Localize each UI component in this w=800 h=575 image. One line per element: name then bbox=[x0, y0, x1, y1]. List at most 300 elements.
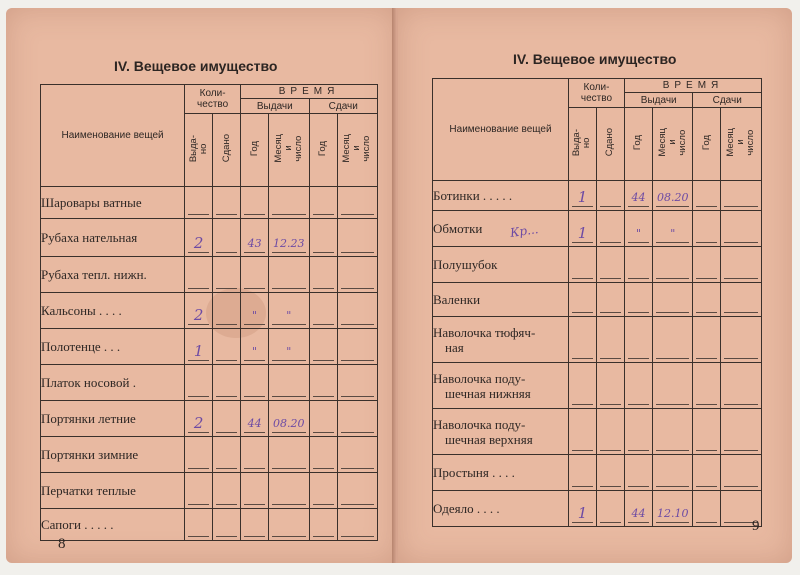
cell-underline bbox=[272, 432, 305, 433]
column-header-name: Наименование вещей bbox=[41, 85, 185, 187]
cell-underline bbox=[244, 324, 265, 325]
cell-empty bbox=[337, 365, 378, 401]
cell-qty-issued bbox=[568, 181, 596, 211]
item-name bbox=[41, 473, 185, 509]
cell-underline bbox=[216, 214, 237, 215]
cell-empty bbox=[596, 247, 624, 283]
item-name-line: Перчатки теплые bbox=[41, 483, 136, 498]
cell-empty bbox=[309, 473, 337, 509]
cell-underline bbox=[572, 242, 593, 243]
cell-underline bbox=[600, 312, 621, 313]
cell-underline bbox=[696, 404, 717, 405]
table-row bbox=[41, 401, 378, 437]
column-header-month-day: Месяц и число bbox=[653, 108, 693, 181]
table-row bbox=[41, 293, 378, 329]
cell-underline bbox=[244, 396, 265, 397]
item-name bbox=[433, 317, 569, 363]
column-header-quantity: Коли- чество bbox=[568, 79, 624, 108]
item-name-line: Обмотки bbox=[433, 221, 483, 236]
cell-month-day bbox=[269, 401, 309, 437]
cell-underline bbox=[188, 324, 209, 325]
cell-underline bbox=[696, 278, 717, 279]
cell-underline bbox=[188, 536, 209, 537]
handwritten-year: " bbox=[635, 227, 642, 240]
cell-underline bbox=[313, 324, 334, 325]
column-header-issued: Выдачи bbox=[241, 99, 309, 114]
left-page bbox=[6, 8, 396, 563]
cell-underline bbox=[341, 468, 375, 469]
cell-month-day bbox=[269, 219, 309, 257]
item-name-line: Простыня . . . . bbox=[433, 465, 515, 480]
cell-month-day bbox=[269, 329, 309, 365]
item-name-line-2: шечная верхняя bbox=[445, 431, 533, 447]
column-header-qty-issued: Выда- но bbox=[568, 108, 596, 181]
cell-month-day bbox=[269, 509, 309, 541]
cell-underline bbox=[216, 360, 237, 361]
cell-underline bbox=[244, 432, 265, 433]
cell-underline bbox=[216, 432, 237, 433]
item-name bbox=[41, 401, 185, 437]
cell-underline bbox=[600, 278, 621, 279]
cell-empty bbox=[721, 363, 762, 409]
cell-empty bbox=[721, 247, 762, 283]
cell-underline bbox=[724, 242, 758, 243]
cell-empty bbox=[596, 363, 624, 409]
cell-underline bbox=[272, 214, 305, 215]
column-header-time: ВРЕМЯ bbox=[624, 79, 761, 93]
column-header-qty-returned: Сдано bbox=[596, 108, 624, 181]
cell-qty-issued bbox=[185, 329, 213, 365]
cell-underline bbox=[600, 206, 621, 207]
cell-qty-issued bbox=[568, 409, 596, 455]
column-header-return-year: Год bbox=[693, 108, 721, 181]
cell-month-day bbox=[269, 187, 309, 219]
handwritten-note: Кр... bbox=[509, 222, 540, 240]
cell-underline bbox=[216, 396, 237, 397]
cell-empty bbox=[213, 401, 241, 437]
column-header-month-day: Месяц и число bbox=[269, 114, 309, 187]
cell-underline bbox=[600, 404, 621, 405]
cell-empty bbox=[309, 187, 337, 219]
cell-qty-issued bbox=[185, 509, 213, 541]
cell-underline bbox=[341, 214, 375, 215]
cell-underline bbox=[188, 468, 209, 469]
inventory-table bbox=[432, 78, 762, 527]
cell-underline bbox=[313, 504, 334, 505]
cell-year bbox=[241, 437, 269, 473]
cell-empty bbox=[309, 329, 337, 365]
cell-empty bbox=[693, 211, 721, 247]
handwritten-qty-issued: 2 bbox=[193, 306, 204, 324]
cell-empty bbox=[693, 363, 721, 409]
cell-empty bbox=[721, 181, 762, 211]
cell-month-day bbox=[269, 473, 309, 509]
item-name-line: Наволочка поду- bbox=[433, 370, 526, 386]
column-header-return-year: Год bbox=[309, 114, 337, 187]
cell-underline bbox=[244, 214, 265, 215]
cell-month-day bbox=[269, 365, 309, 401]
table-row bbox=[41, 509, 378, 541]
cell-underline bbox=[600, 450, 621, 451]
cell-underline bbox=[341, 288, 375, 289]
cell-underline bbox=[724, 278, 758, 279]
item-name bbox=[41, 365, 185, 401]
cell-month-day bbox=[269, 257, 309, 293]
cell-underline bbox=[724, 486, 758, 487]
table-row bbox=[41, 219, 378, 257]
table-row bbox=[433, 181, 762, 211]
page-number: 9 bbox=[752, 518, 760, 534]
cell-underline bbox=[572, 206, 593, 207]
cell-underline bbox=[628, 486, 649, 487]
item-name-line: Портянки летние bbox=[41, 411, 136, 426]
cell-underline bbox=[216, 252, 237, 253]
cell-empty bbox=[721, 455, 762, 491]
cell-underline bbox=[656, 404, 689, 405]
cell-year bbox=[624, 409, 652, 455]
cell-underline bbox=[341, 360, 375, 361]
item-name bbox=[433, 363, 569, 409]
cell-empty bbox=[596, 409, 624, 455]
cell-underline bbox=[656, 522, 689, 523]
cell-year bbox=[241, 187, 269, 219]
item-name-line: Шаровары ватные bbox=[41, 195, 142, 210]
cell-underline bbox=[628, 206, 649, 207]
item-name-line: Рубаха нательная bbox=[41, 230, 138, 245]
cell-underline bbox=[628, 278, 649, 279]
handwritten-year: " bbox=[252, 345, 258, 358]
item-name-line: Рубаха тепл. нижн. bbox=[41, 267, 147, 282]
cell-underline bbox=[724, 450, 758, 451]
cell-empty bbox=[213, 257, 241, 293]
cell-empty bbox=[309, 365, 337, 401]
cell-underline bbox=[244, 468, 265, 469]
cell-qty-issued bbox=[568, 455, 596, 491]
cell-year bbox=[241, 401, 269, 437]
cell-month-day bbox=[653, 247, 693, 283]
cell-empty bbox=[596, 455, 624, 491]
item-name-line: Полотенце . . . bbox=[41, 339, 121, 354]
cell-empty bbox=[309, 257, 337, 293]
cell-month-day bbox=[653, 181, 693, 211]
item-name bbox=[433, 491, 569, 527]
cell-underline bbox=[341, 252, 375, 253]
cell-underline bbox=[572, 450, 593, 451]
item-name-line: Кальсоны . . . . bbox=[41, 303, 122, 318]
table-row bbox=[433, 247, 762, 283]
cell-empty bbox=[596, 283, 624, 317]
cell-underline bbox=[696, 450, 717, 451]
cell-qty-issued bbox=[185, 473, 213, 509]
cell-underline bbox=[628, 358, 649, 359]
cell-underline bbox=[341, 324, 375, 325]
table-row bbox=[41, 473, 378, 509]
handwritten-month-day: 12.10 bbox=[656, 507, 689, 520]
column-header-qty-issued: Выда- но bbox=[185, 114, 213, 187]
cell-underline bbox=[628, 404, 649, 405]
cell-empty bbox=[693, 409, 721, 455]
cell-empty bbox=[721, 409, 762, 455]
cell-underline bbox=[572, 358, 593, 359]
cell-underline bbox=[656, 242, 689, 243]
handwritten-month-day: " bbox=[286, 309, 292, 322]
cell-empty bbox=[721, 211, 762, 247]
cell-empty bbox=[693, 283, 721, 317]
cell-underline bbox=[656, 450, 689, 451]
cell-qty-issued bbox=[185, 365, 213, 401]
cell-underline bbox=[341, 504, 375, 505]
table-row bbox=[433, 363, 762, 409]
cell-empty bbox=[309, 219, 337, 257]
cell-underline bbox=[656, 486, 689, 487]
cell-qty-issued bbox=[568, 283, 596, 317]
cell-empty bbox=[309, 437, 337, 473]
cell-year bbox=[241, 257, 269, 293]
table-row bbox=[41, 365, 378, 401]
item-name bbox=[41, 293, 185, 329]
cell-underline bbox=[696, 206, 717, 207]
cell-underline bbox=[656, 358, 689, 359]
cell-year bbox=[241, 329, 269, 365]
cell-underline bbox=[216, 536, 237, 537]
cell-underline bbox=[313, 360, 334, 361]
cell-empty bbox=[337, 187, 378, 219]
right-page bbox=[398, 8, 792, 563]
column-header-returned: Сдачи bbox=[309, 99, 377, 114]
cell-empty bbox=[721, 317, 762, 363]
item-name bbox=[433, 455, 569, 491]
cell-underline bbox=[272, 324, 305, 325]
cell-underline bbox=[724, 206, 758, 207]
cell-underline bbox=[696, 312, 717, 313]
cell-year bbox=[624, 247, 652, 283]
item-name bbox=[41, 187, 185, 219]
column-header-returned: Сдачи bbox=[693, 93, 762, 108]
handwritten-year: 44 bbox=[631, 191, 646, 204]
item-name bbox=[41, 219, 185, 257]
cell-underline bbox=[272, 252, 305, 253]
table-row bbox=[41, 437, 378, 473]
item-name bbox=[433, 283, 569, 317]
cell-qty-issued bbox=[185, 257, 213, 293]
cell-empty bbox=[693, 181, 721, 211]
item-name-line-2: ная bbox=[445, 339, 464, 355]
item-name-line: Наволочка тюфяч- bbox=[433, 324, 536, 340]
cell-qty-issued bbox=[568, 247, 596, 283]
cell-underline bbox=[272, 468, 305, 469]
cell-year bbox=[624, 455, 652, 491]
item-name bbox=[433, 211, 569, 247]
cell-qty-issued bbox=[568, 211, 596, 247]
cell-empty bbox=[693, 247, 721, 283]
cell-underline bbox=[272, 288, 305, 289]
cell-qty-issued bbox=[568, 363, 596, 409]
column-header-year: Год bbox=[241, 114, 269, 187]
column-header-return-month-day: Месяц и число bbox=[337, 114, 378, 187]
item-name-line: Одеяло . . . . bbox=[433, 501, 500, 516]
cell-underline bbox=[244, 252, 265, 253]
cell-empty bbox=[309, 293, 337, 329]
item-name-line: Полушубок bbox=[433, 257, 498, 272]
cell-year bbox=[624, 283, 652, 317]
cell-year bbox=[624, 317, 652, 363]
item-name bbox=[433, 181, 569, 211]
cell-underline bbox=[244, 536, 265, 537]
table-row bbox=[433, 491, 762, 527]
cell-empty bbox=[213, 365, 241, 401]
cell-underline bbox=[188, 432, 209, 433]
cell-year bbox=[624, 363, 652, 409]
cell-year bbox=[624, 491, 652, 527]
cell-empty bbox=[596, 491, 624, 527]
handwritten-qty-issued: 1 bbox=[577, 188, 588, 206]
cell-empty bbox=[213, 437, 241, 473]
cell-underline bbox=[572, 522, 593, 523]
handwritten-qty-issued: 1 bbox=[577, 224, 588, 242]
cell-empty bbox=[596, 211, 624, 247]
cell-month-day bbox=[653, 491, 693, 527]
cell-qty-issued bbox=[185, 293, 213, 329]
cell-empty bbox=[596, 181, 624, 211]
cell-underline bbox=[600, 358, 621, 359]
handwritten-qty-issued: 1 bbox=[577, 504, 588, 522]
cell-underline bbox=[628, 312, 649, 313]
item-name-line-2: шечная нижняя bbox=[445, 385, 531, 401]
cell-year bbox=[241, 219, 269, 257]
cell-underline bbox=[628, 522, 649, 523]
table-row bbox=[433, 317, 762, 363]
handwritten-qty-issued: 1 bbox=[193, 342, 204, 360]
cell-empty bbox=[337, 473, 378, 509]
cell-underline bbox=[216, 468, 237, 469]
cell-empty bbox=[721, 283, 762, 317]
cell-empty bbox=[213, 293, 241, 329]
table-row bbox=[433, 455, 762, 491]
handwritten-month-day: " bbox=[286, 345, 292, 358]
cell-empty bbox=[337, 257, 378, 293]
cell-underline bbox=[628, 242, 649, 243]
cell-empty bbox=[693, 317, 721, 363]
item-name bbox=[41, 329, 185, 365]
cell-underline bbox=[244, 504, 265, 505]
page-number: 8 bbox=[58, 536, 66, 552]
item-name-line: Ботинки . . . . . bbox=[433, 188, 513, 203]
cell-underline bbox=[628, 450, 649, 451]
handwritten-year: " bbox=[252, 309, 258, 322]
cell-underline bbox=[188, 214, 209, 215]
page-title: IV. Вещевое имущество bbox=[513, 51, 677, 67]
cell-underline bbox=[656, 278, 689, 279]
cell-qty-issued bbox=[185, 187, 213, 219]
cell-underline bbox=[724, 312, 758, 313]
cell-empty bbox=[337, 219, 378, 257]
column-header-year: Год bbox=[624, 108, 652, 181]
item-name-line: Наволочка поду- bbox=[433, 416, 526, 432]
cell-underline bbox=[600, 242, 621, 243]
cell-empty bbox=[213, 473, 241, 509]
handwritten-month-day: " bbox=[670, 227, 676, 240]
cell-month-day bbox=[653, 317, 693, 363]
cell-underline bbox=[272, 504, 305, 505]
table-row bbox=[433, 283, 762, 317]
cell-underline bbox=[188, 252, 209, 253]
cell-empty bbox=[337, 329, 378, 365]
cell-underline bbox=[696, 242, 717, 243]
cell-underline bbox=[244, 288, 265, 289]
cell-underline bbox=[572, 278, 593, 279]
cell-underline bbox=[600, 486, 621, 487]
handwritten-qty-issued: 2 bbox=[193, 414, 204, 432]
cell-month-day bbox=[653, 455, 693, 491]
page-title: IV. Вещевое имущество bbox=[114, 58, 278, 74]
cell-empty bbox=[213, 187, 241, 219]
cell-empty bbox=[337, 293, 378, 329]
cell-empty bbox=[213, 219, 241, 257]
cell-underline bbox=[313, 536, 334, 537]
cell-year bbox=[624, 181, 652, 211]
cell-empty bbox=[337, 401, 378, 437]
cell-empty bbox=[337, 437, 378, 473]
table-row bbox=[41, 257, 378, 293]
cell-underline bbox=[313, 396, 334, 397]
item-name-line: Валенки bbox=[433, 292, 481, 307]
cell-month-day bbox=[269, 437, 309, 473]
cell-year bbox=[241, 293, 269, 329]
item-name bbox=[433, 409, 569, 455]
cell-empty bbox=[213, 509, 241, 541]
cell-underline bbox=[341, 536, 375, 537]
cell-qty-issued bbox=[185, 401, 213, 437]
handwritten-month-day: 12.23 bbox=[273, 237, 305, 250]
column-header-name: Наименование вещей bbox=[433, 79, 569, 181]
cell-empty bbox=[693, 455, 721, 491]
table-row bbox=[41, 329, 378, 365]
cell-underline bbox=[216, 504, 237, 505]
cell-underline bbox=[656, 312, 689, 313]
column-header-qty-returned: Сдано bbox=[213, 114, 241, 187]
cell-year bbox=[241, 365, 269, 401]
cell-underline bbox=[724, 404, 758, 405]
cell-underline bbox=[216, 324, 237, 325]
handwritten-year: 44 bbox=[631, 507, 646, 520]
cell-underline bbox=[572, 486, 593, 487]
cell-underline bbox=[341, 432, 375, 433]
cell-underline bbox=[313, 432, 334, 433]
cell-qty-issued bbox=[185, 219, 213, 257]
cell-underline bbox=[696, 358, 717, 359]
cell-qty-issued bbox=[568, 491, 596, 527]
cell-underline bbox=[188, 396, 209, 397]
cell-underline bbox=[272, 360, 305, 361]
cell-underline bbox=[696, 486, 717, 487]
cell-empty bbox=[596, 317, 624, 363]
cell-year bbox=[241, 473, 269, 509]
cell-underline bbox=[244, 360, 265, 361]
cell-underline bbox=[724, 358, 758, 359]
cell-empty bbox=[309, 401, 337, 437]
column-header-time: ВРЕМЯ bbox=[241, 85, 378, 99]
handwritten-month-day: 08.20 bbox=[273, 417, 305, 430]
cell-qty-issued bbox=[185, 437, 213, 473]
column-header-issued: Выдачи bbox=[624, 93, 692, 108]
cell-underline bbox=[188, 360, 209, 361]
cell-underline bbox=[313, 252, 334, 253]
handwritten-year: 43 bbox=[247, 237, 262, 250]
cell-empty bbox=[693, 491, 721, 527]
cell-underline bbox=[272, 396, 305, 397]
cell-underline bbox=[600, 522, 621, 523]
cell-empty bbox=[309, 509, 337, 541]
